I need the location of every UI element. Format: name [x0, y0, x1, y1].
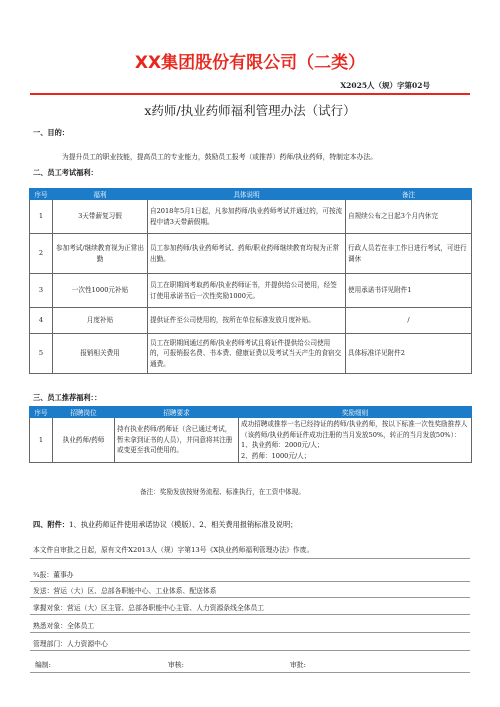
table-header-row [30, 189, 472, 200]
effective-statement: 本文件自审批之日起，原有文件X2013人（规）字第13号《X执业药师福利管理办法》作废。 [33, 546, 314, 554]
cell-description: 员工在职期间考取药师/执业药师证书，并提供给公司使用，经签订使用承诺书后一次性奖励1000元。 [148, 274, 346, 308]
cell-remark: 使用承诺书详见附件1 [346, 274, 472, 308]
column-header: 福利 [53, 189, 148, 200]
cell-remark: 行政人员若在非工作日进行考试，可进行调休 [346, 234, 472, 274]
divider [30, 650, 470, 651]
table-row [30, 418, 472, 463]
cell-no: 3 [30, 274, 53, 308]
submit-to: ¾报：董事办 [33, 571, 74, 579]
reward-line: 2、药师：1000元/人； [241, 451, 311, 460]
divider [30, 632, 470, 633]
cell-no: 1 [30, 418, 53, 463]
cell-benefit: 一次性1000元补贴 [53, 274, 148, 308]
column-header: 备注 [346, 189, 472, 200]
table-header-row [30, 407, 472, 418]
section4-label: 四、附件： [33, 520, 69, 529]
table-row [30, 200, 472, 234]
divider [30, 597, 470, 598]
cell-no: 5 [30, 334, 53, 374]
column-header: 奖励细则 [239, 407, 472, 418]
cell-requirement: 持有执业药师/药师证（含已通过考试，暂未拿到证书的人员），并同意将其注册或变更至我司使用的。 [115, 418, 239, 463]
cell-benefit: 月度补贴 [53, 308, 148, 334]
cell-benefit: 报销相关费用 [53, 334, 148, 374]
cell-benefit: 参加考试/继续教育视为正常出勤 [53, 234, 148, 274]
section2-heading: 二、员工考试福利： [33, 168, 98, 177]
cell-remark: 具体标准详见附件2 [346, 334, 472, 374]
cell-no: 4 [30, 308, 53, 334]
cell-no: 1 [30, 200, 53, 234]
review-field: 审核: [168, 661, 184, 669]
cell-description: 自2018年5月1日起，凡参加药师/执业药师考试并通过的，可按流程申请3天带薪假期。 [148, 200, 346, 234]
managing-dept: 管理部门：人力资源中心 [33, 640, 108, 648]
cell-no: 2 [30, 234, 53, 274]
table-row [30, 334, 472, 374]
section1-text: 为提升员工的职业技能，提高员工的专业能力，鼓励员工报考（或推荐）药师/执业药师，特制定本办法。 [62, 153, 377, 161]
section4-text: 1、执业药师证件使用承诺协议（模版）、2、相关费用报销标准及说明； [68, 520, 298, 529]
column-header: 招聘要求 [115, 407, 239, 418]
red-divider [30, 93, 470, 95]
reward-line: 1、执业药师：2000元/人； [241, 441, 324, 449]
reward-note: 备注：奖励发放按财务流程、标准执行，在工资中体现。 [140, 488, 305, 496]
cell-remark: 自规续公布之日起3个月内休完 [346, 200, 472, 234]
cell-benefit: 3天带薪复习假 [53, 200, 148, 234]
cell-reward [239, 418, 472, 463]
cell-remark: / [346, 308, 472, 334]
column-header: 序号 [30, 189, 53, 200]
divider [30, 558, 470, 559]
company-name: XX集团股份有限公司（二类） [134, 53, 366, 73]
table-row [30, 308, 472, 334]
column-header: 序号 [30, 407, 53, 418]
section3-heading: 三、员工推荐福利：： [33, 393, 102, 402]
table-row [30, 234, 472, 274]
document-number: X2025人（规）字第02号 [340, 81, 430, 90]
section4-heading [33, 520, 297, 530]
divider [30, 581, 470, 582]
cell-description: 员工参加药师/执业药师考试、药师/职业药师继续教育均视为正常出勤。 [148, 234, 346, 274]
send-to: 发送：营运（大）区、总部各职能中心、工业体系、配送体系 [33, 587, 217, 595]
table-row [30, 274, 472, 308]
section1-heading: 一、目的： [33, 128, 69, 137]
compile-field: 编制: [35, 661, 51, 669]
column-header: 招聘岗位 [53, 407, 115, 418]
divider [30, 672, 470, 673]
grasp-target: 掌握对象：营运（大）区主管、总部各职能中心主管、人力资源条线全体员工 [33, 604, 265, 612]
column-header: 具体说明 [148, 189, 346, 200]
know-target: 熟悉对象：全体员工 [33, 622, 95, 630]
approve-field: 审批: [290, 661, 306, 669]
reward-line: 成功招聘或推荐一名已经持证的药师/执业药师，按以下标准一次性奖励推荐人（该药师/执业药师证件成功注册的当月发放50%，转正的当月发放50%）： [241, 420, 468, 439]
exam-benefits-table [29, 188, 472, 374]
cell-description: 提供证件至公司使用的，按所在单位标准发放月度补贴。 [148, 308, 346, 334]
referral-benefits-table [29, 406, 472, 463]
cell-description: 员工在职期间通过药师/执业药师考试且将证件提供给公司使用的，可报销报名费、书本费、健康证费以及考试当天产生的食宿交通费。 [148, 334, 346, 374]
cell-position: 执业药师/药师 [53, 418, 115, 463]
divider [30, 614, 470, 615]
document-title: x药师/执业药师福利管理办法（试行） [144, 103, 356, 118]
